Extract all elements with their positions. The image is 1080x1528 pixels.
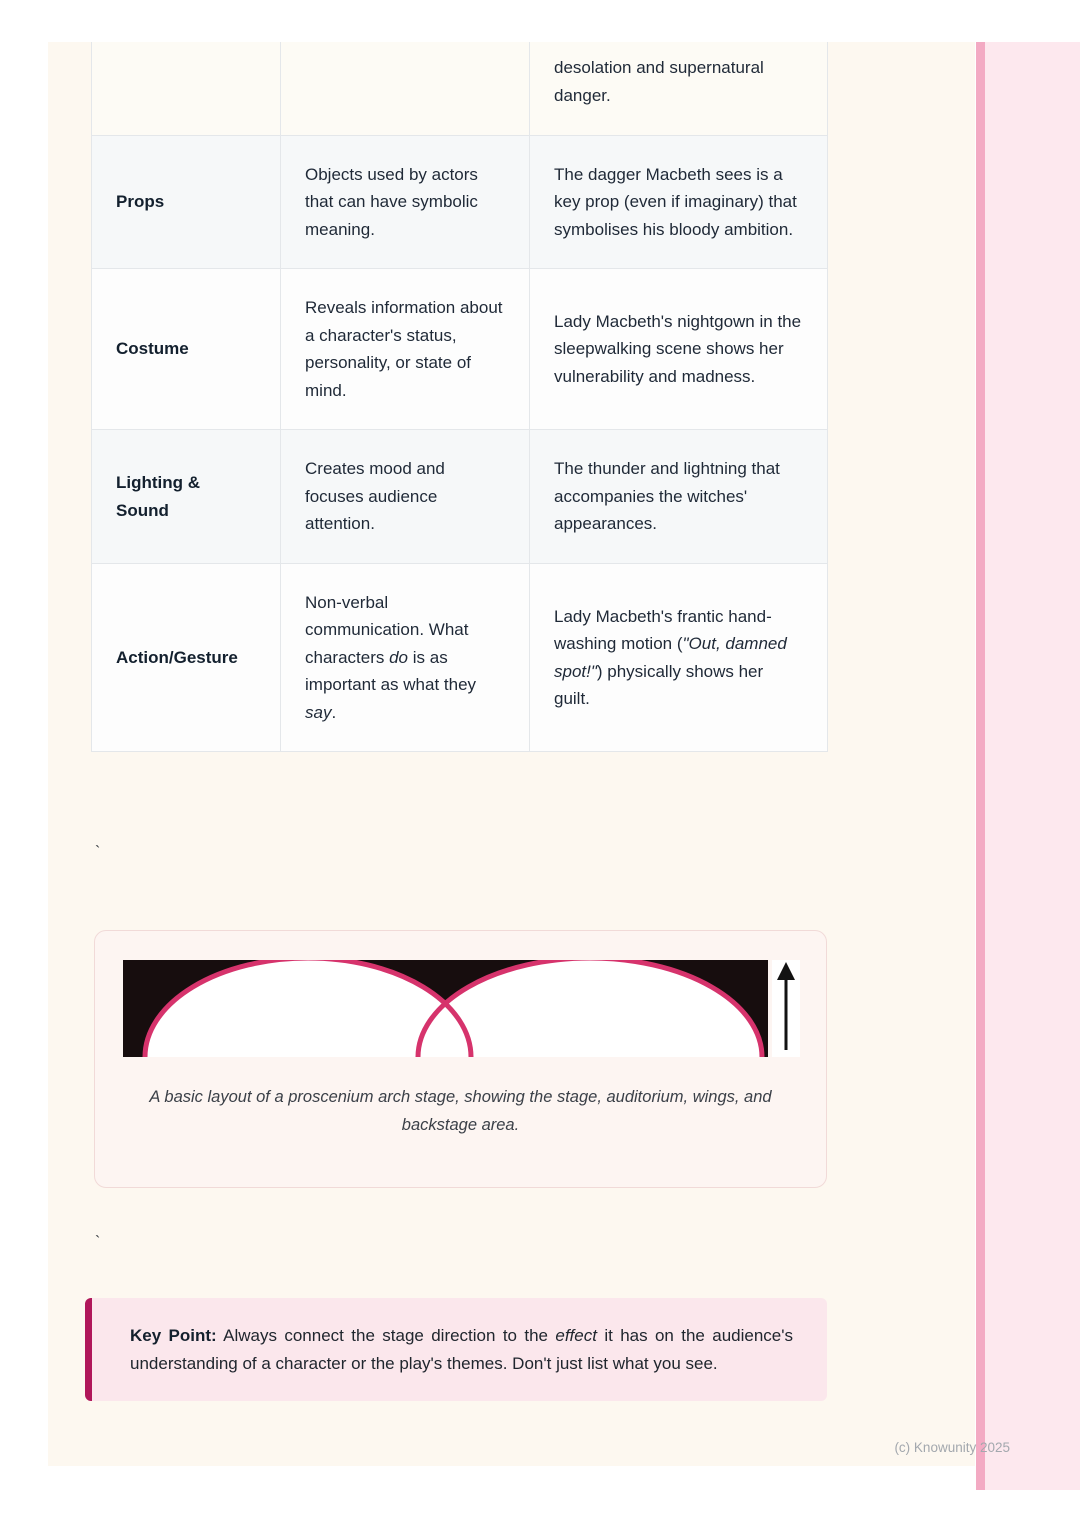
stage-directions-table [91,42,828,752]
stray-backtick: ` [95,844,101,861]
example-cell [530,42,828,135]
technique-cell [92,563,281,752]
description-text: Non-verbal communication. What characters [305,592,469,667]
description-cell [281,563,530,752]
description-italic: say [305,702,332,722]
description-text: . [331,702,337,722]
description-cell [281,269,530,430]
example-cell [530,563,828,752]
example-text: Lady Macbeth's frantic hand-washing motion ( [554,606,772,654]
example-text: desolation and supernatural danger. [554,58,764,105]
figure-card [94,930,827,1188]
sidebar-accent-light [985,42,1080,1490]
table-row [92,563,828,752]
table-row [92,42,828,135]
description-text: Reveals information about a character's status, personality, or state of mind. [305,298,503,400]
technique-label: Props [116,192,165,212]
technique-label: Lighting & Sound [116,472,201,520]
table-row [92,135,828,269]
example-cell [530,135,828,269]
description-cell [281,42,530,135]
sidebar-accent-dark [976,42,985,1490]
technique-cell [92,135,281,269]
key-point-label: Key Point: [130,1326,217,1345]
technique-cell [92,42,281,135]
key-point-italic: effect [555,1326,597,1345]
technique-label: Action/Gesture [116,647,238,667]
description-text: Creates mood and focuses audience attention. [305,459,445,534]
technique-cell [92,269,281,430]
example-quote-italic: "Out, damned spot!" [554,634,787,681]
copyright-notice: (c) Knowunity 2025 [894,1440,1010,1455]
key-point-text: it has on the audience's understanding of a character or the play's themes. Don't just list what you see. [130,1326,793,1373]
description-italic: do [389,647,409,667]
stage-diagram [123,960,800,1057]
page [48,42,975,1466]
example-text: The thunder and lightning that accompanies the witches' appearances. [554,459,780,534]
table-row [92,430,828,564]
table-row [92,269,828,430]
technique-label: Costume [116,339,189,359]
key-point-callout [85,1298,827,1401]
example-text: ) physically shows her guilt. [554,661,764,709]
figure-caption: A basic layout of a proscenium arch stage, showing the stage, auditorium, wings, and backstage area. [149,1088,772,1135]
description-text: is as important as what they [305,647,477,695]
description-cell [281,135,530,269]
description-cell [281,430,530,564]
description-text: Objects used by actors that can have symbolic meaning. [305,164,478,239]
example-cell [530,430,828,564]
key-point-text: Always connect the stage direction to the [216,1326,556,1345]
example-text: Lady Macbeth's nightgown in the sleepwalking scene shows her vulnerability and madness. [554,311,802,386]
technique-cell [92,430,281,564]
example-cell [530,269,828,430]
stray-backtick: ` [95,1234,101,1251]
example-text: The dagger Macbeth sees is a key prop (even if imaginary) that symbolises his bloody ambition. [554,164,797,239]
